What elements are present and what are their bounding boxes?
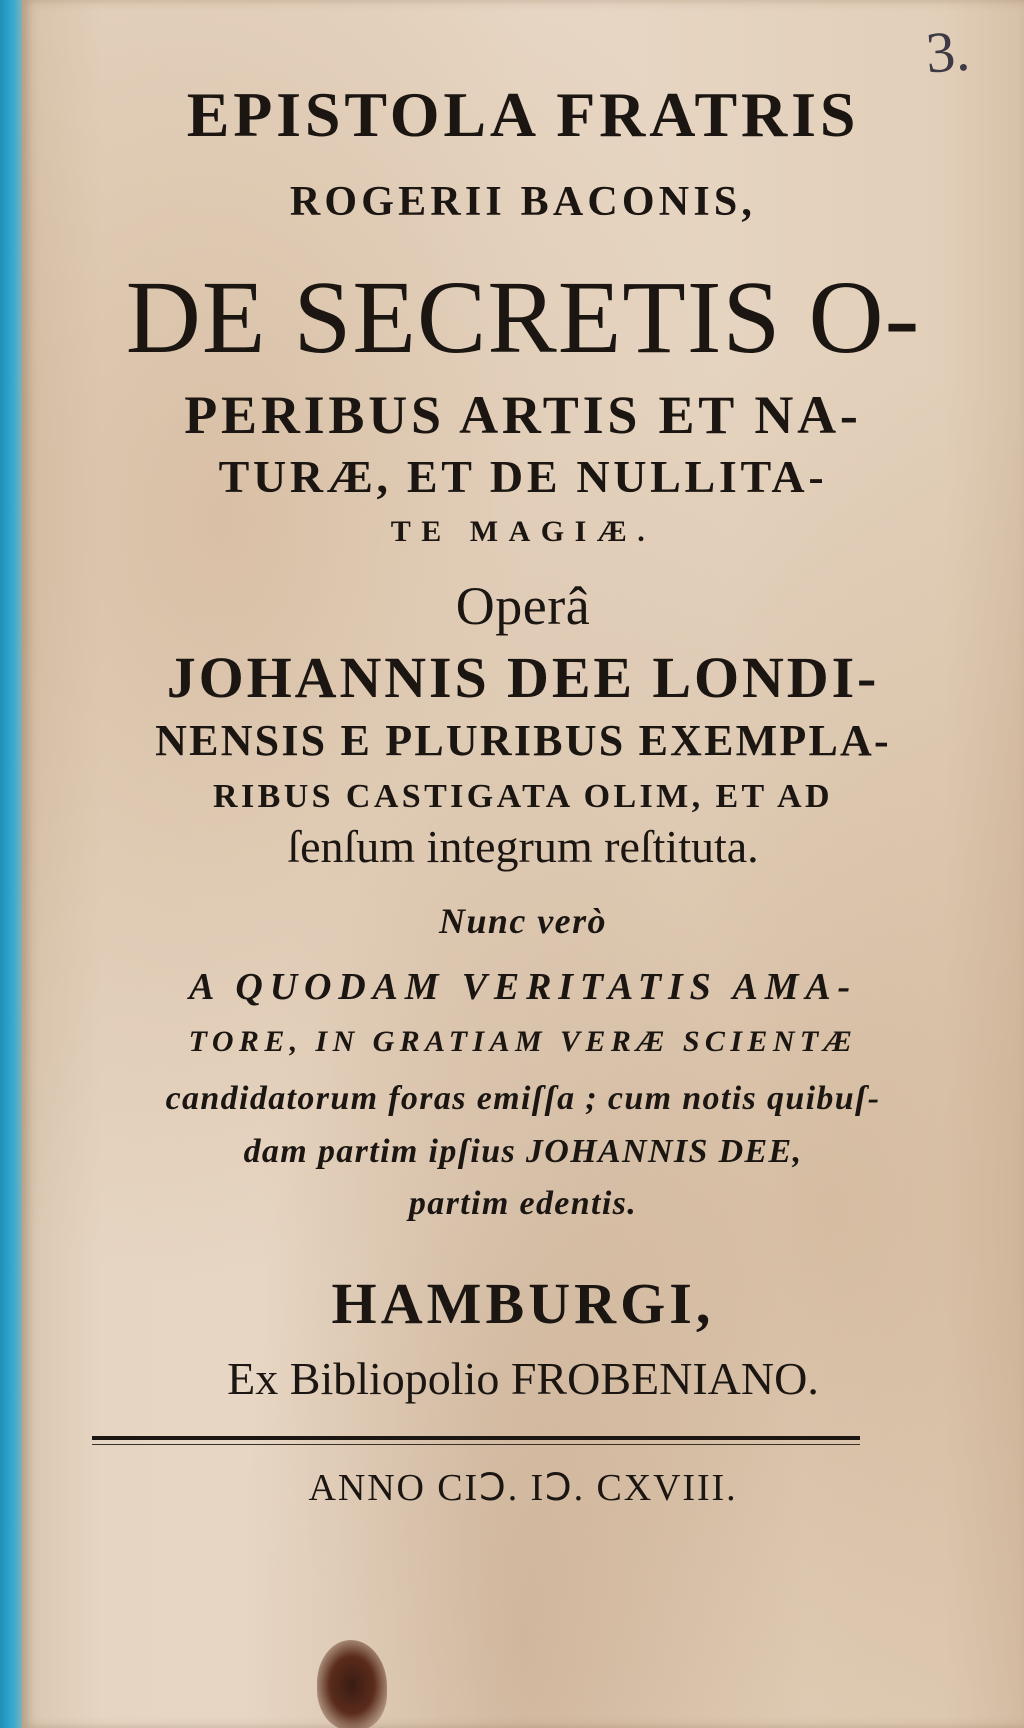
nunc-vero-line: Nunc verò bbox=[439, 901, 607, 941]
editor-line-3: RIBUS CASTIGATA OLIM, ET AD bbox=[213, 778, 833, 815]
editor-line-2: NENSIS E PLURIBUS EXEMPLA- bbox=[155, 716, 891, 765]
title-line-author: ROGERII BACONIS, bbox=[289, 179, 757, 225]
divider-rule-thin bbox=[92, 1444, 860, 1445]
title-line-main: DE SECRETIS O- bbox=[125, 260, 921, 375]
editor-line-4: ſenſum integrum reſtituta. bbox=[287, 821, 759, 872]
title-line-epistola: EPISTOLA FRATRIS bbox=[186, 79, 860, 150]
italic-line-5: partim edentis. bbox=[408, 1185, 638, 1222]
title-line-6: TE MAGIÆ. bbox=[390, 515, 656, 548]
imprint-publisher: Ex Bibliopolio FROBENIANO. bbox=[227, 1353, 819, 1404]
italic-line-4: dam partim ipſius JOHANNIS DEE, bbox=[243, 1133, 803, 1170]
opera-line: Operâ bbox=[455, 576, 591, 636]
editor-line-1: JOHANNIS DEE LONDI- bbox=[166, 645, 880, 710]
book-cover-edge bbox=[0, 0, 22, 1728]
imprint-city: HAMBURGI, bbox=[331, 1271, 715, 1336]
italic-line-3: candidatorum foras emiſſa ; cum notis quibuſ- bbox=[165, 1080, 881, 1117]
italic-line-2: TORE, IN GRATIAM VERÆ SCIENTÆ bbox=[188, 1025, 858, 1058]
imprint-year: ANNO CIↃ. IↃ. CXVIII. bbox=[308, 1467, 738, 1509]
title-line-5: TURÆ, ET DE NULLITA- bbox=[218, 451, 828, 502]
divider-rule bbox=[92, 1436, 860, 1440]
shelfmark-annotation: 3. bbox=[923, 17, 972, 86]
italic-line-1: A QUODAM VERITATIS AMA- bbox=[188, 966, 858, 1008]
title-line-4: PERIBUS ARTIS ET NA- bbox=[184, 385, 862, 445]
title-page bbox=[22, 0, 1024, 1728]
ink-stain bbox=[317, 1640, 387, 1728]
